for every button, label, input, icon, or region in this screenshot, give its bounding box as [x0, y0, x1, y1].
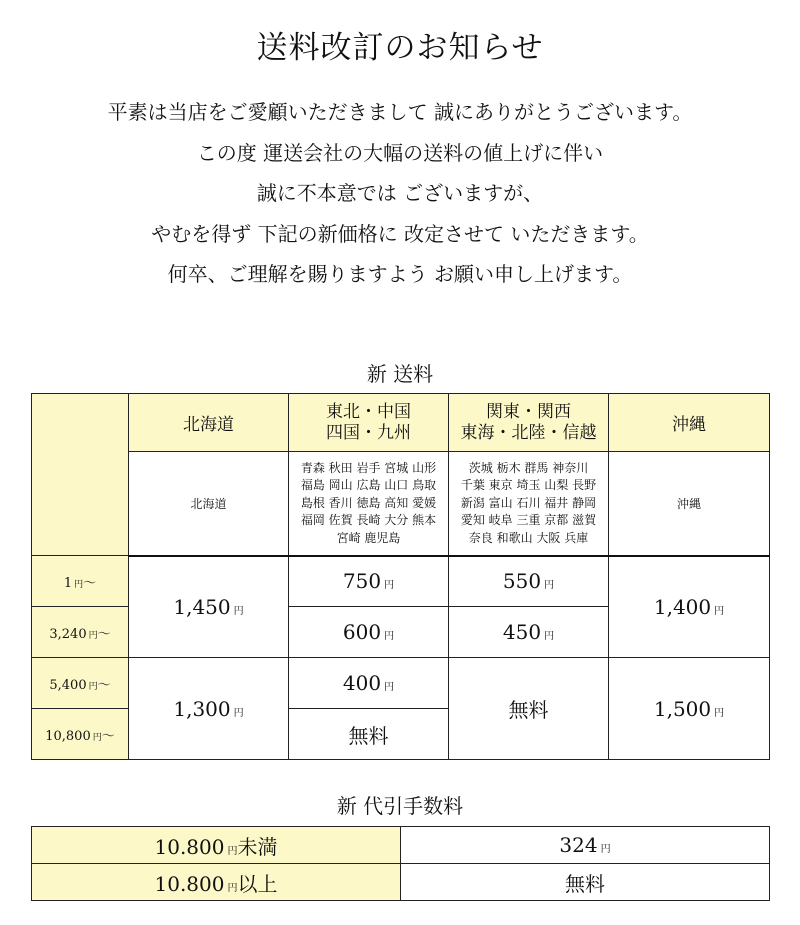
price-kanto-free: 無料 [449, 658, 609, 760]
prefecture-line: 愛知 岐阜 三重 京都 滋賀 [460, 513, 597, 527]
intro-line: 誠に不本意では ございますが、 [256, 181, 544, 205]
prefecture-list-tohoku-chugoku [289, 452, 449, 556]
price-band-1: 1 円〜 [32, 556, 129, 607]
prefecture-list-okinawa: 沖縄 [609, 452, 770, 556]
cod-fee-over: 無料 [401, 864, 770, 901]
region-header-line: 四国・九州 [326, 422, 411, 443]
price-hokkaido-low: 1,450 円 [129, 556, 289, 658]
intro-line: やむを得ず 下記の新価格に 改定させて いただきます。 [151, 221, 649, 246]
price-tohoku-band-1: 750 円 [289, 556, 449, 607]
cod-fee-table [31, 826, 770, 901]
prefecture-line: 島根 香川 徳島 高知 愛媛 [300, 495, 437, 510]
shipping-section-title: 新 送料 [366, 362, 434, 386]
price-kanto-band-2: 450 円 [449, 607, 609, 658]
cod-condition-under: 10.800 円未満 [32, 827, 401, 864]
region-header-line: 東北・中国 [326, 401, 411, 422]
prefecture-line: 福島 岡山 広島 山口 鳥取 [300, 478, 437, 492]
shipping-rate-table [31, 393, 770, 760]
prefecture-list-kanto-kansai [449, 452, 609, 556]
price-tohoku-free: 無料 [289, 709, 449, 760]
cod-fee-section-title: 新 代引手数料 [336, 794, 464, 818]
prefecture-line: 宮崎 鹿児島 [336, 530, 401, 545]
corner-cell [32, 394, 129, 556]
price-okinawa-high: 1,500 円 [609, 658, 770, 760]
region-header-line: 東海・北陸・信越 [460, 422, 597, 443]
region-header-hokkaido: 北海道 [129, 394, 289, 452]
price-band-3: 5,400 円〜 [32, 658, 129, 709]
region-header-kanto-kansai [449, 394, 609, 452]
intro-message [0, 92, 800, 295]
region-header-okinawa: 沖縄 [609, 394, 770, 452]
intro-line: 平素は当店をご愛顧いただきまして 誠にありがとうございます。 [107, 100, 693, 124]
prefecture-line: 青森 秋田 岩手 宮城 山形 [300, 460, 437, 475]
price-hokkaido-high: 1,300 円 [129, 658, 289, 760]
prefecture-list-hokkaido: 北海道 [129, 452, 289, 556]
price-tohoku-band-2: 600 円 [289, 607, 449, 658]
prefecture-line: 新潟 富山 石川 福井 静岡 [460, 495, 597, 510]
prefecture-line: 茨城 栃木 群馬 神奈川 [468, 460, 589, 475]
intro-line: この度 運送会社の大幅の送料の値上げに伴い [196, 140, 604, 165]
price-okinawa-low: 1,400 円 [609, 556, 770, 658]
prefecture-line: 千葉 東京 埼玉 山梨 長野 [460, 478, 597, 492]
intro-line: 何卒、ご理解を賜りますよう お願い申し上げます。 [167, 262, 633, 286]
prefecture-line: 福岡 佐賀 長崎 大分 熊本 [300, 513, 437, 527]
price-tohoku-band-3: 400 円 [289, 658, 449, 709]
price-band-4: 10,800 円〜 [32, 709, 129, 760]
region-header-tohoku-chugoku [289, 394, 449, 452]
region-header-line: 関東・関西 [486, 401, 571, 422]
price-kanto-band-1: 550 円 [449, 556, 609, 607]
cod-fee-under: 324 円 [401, 827, 770, 864]
cod-condition-over: 10.800 円以上 [32, 864, 401, 901]
price-band-2: 3,240 円〜 [32, 607, 129, 658]
page-title: 送料改訂のお知らせ [256, 30, 544, 66]
prefecture-line: 奈良 和歌山 大阪 兵庫 [468, 530, 589, 545]
